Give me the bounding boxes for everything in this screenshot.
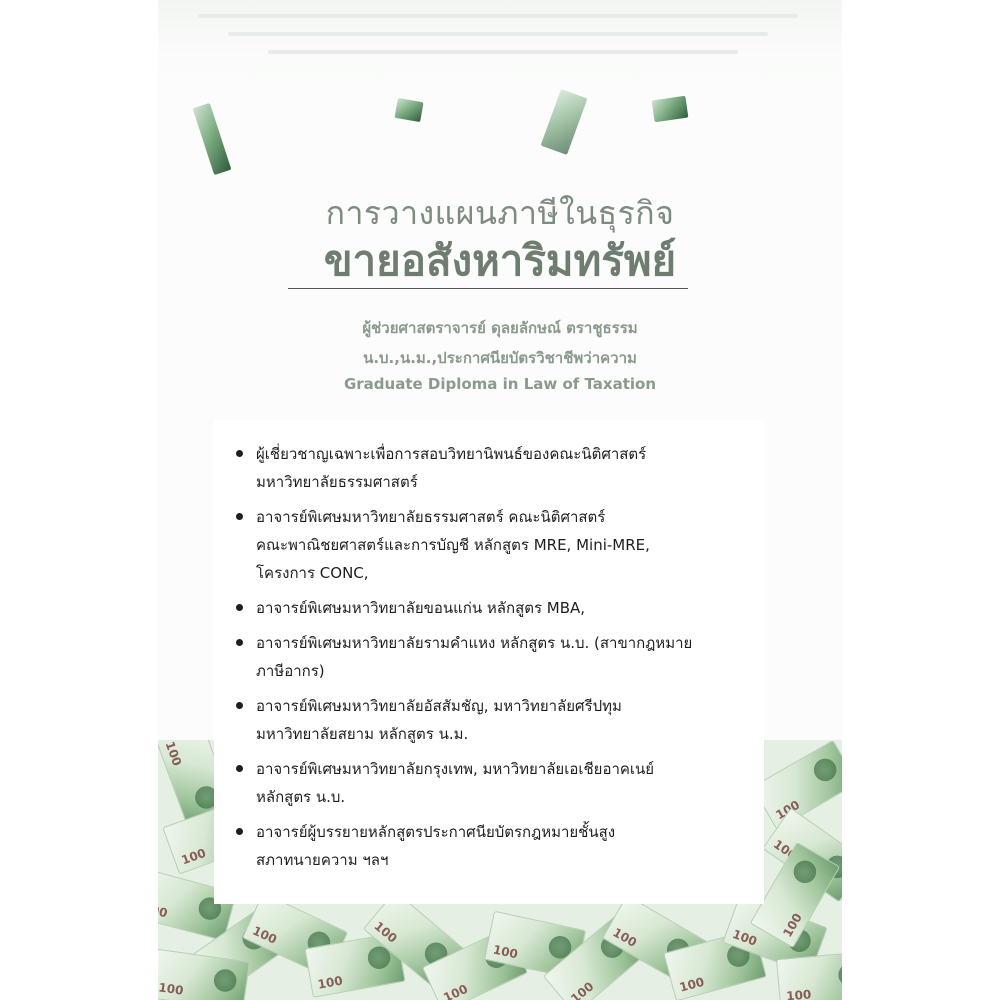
bullet-icon xyxy=(236,828,243,835)
list-item xyxy=(234,692,754,748)
list-item-text: อาจารย์พิเศษมหาวิทยาลัยธรรมศาสตร์ คณะนิติศาสตร์ xyxy=(256,508,606,526)
credentials-list xyxy=(234,440,754,881)
list-item-text: สภาทนายความ ฯลฯ xyxy=(256,851,389,869)
list-item xyxy=(234,594,754,622)
bullet-icon xyxy=(236,450,243,457)
list-item-text: หลักสูตร น.บ. xyxy=(256,788,346,806)
falling-banknote xyxy=(652,96,689,123)
list-item-text: มหาวิทยาลัยสยาม หลักสูตร น.ม. xyxy=(256,725,469,743)
bullet-icon xyxy=(236,513,243,520)
list-item-text: อาจารย์พิเศษมหาวิทยาลัยกรุงเทพ, มหาวิทยาลัยเอเชียอาคเนย์ xyxy=(256,760,655,778)
falling-banknote xyxy=(193,103,232,175)
list-item-text: อาจารย์พิเศษมหาวิทยาลัยอัสสัมชัญ, มหาวิทยาลัยศรีปทุม xyxy=(256,697,622,715)
bullet-icon xyxy=(236,765,243,772)
banknote-background-top xyxy=(158,0,842,90)
bullet-icon xyxy=(236,702,243,709)
title-divider xyxy=(288,288,688,289)
falling-banknote xyxy=(394,98,423,122)
list-item-text: อาจารย์ผู้บรรยายหลักสูตรประกาศนียบัตรกฎหมายชั้นสูง xyxy=(256,823,616,841)
list-item-text: อาจารย์พิเศษมหาวิทยาลัยขอนแก่น หลักสูตร MBA, xyxy=(256,599,586,617)
bullet-icon xyxy=(236,604,243,611)
list-item xyxy=(234,818,754,874)
list-item-text: ภาษีอากร) xyxy=(256,662,325,680)
book-title-line2: ขายอสังหาริมทรัพย์ xyxy=(323,236,677,285)
list-item xyxy=(234,503,754,587)
list-item-text: คณะพาณิชยศาสตร์และการบัญชี หลักสูตร MRE, Mini-MRE, xyxy=(256,536,650,554)
author-diploma: Graduate Diploma in Law of Taxation xyxy=(343,375,657,393)
bullet-icon xyxy=(236,639,243,646)
falling-banknote xyxy=(541,89,588,155)
author-name: ผู้ช่วยศาสตราจารย์ ดุลยลักษณ์ ตราชูธรรม xyxy=(362,319,638,337)
list-item-text: อาจารย์พิเศษมหาวิทยาลัยรามคำแหง หลักสูตร น.บ. (สาขากฎหมาย xyxy=(256,634,693,652)
list-item-text: ผู้เชี่ยวชาญเฉพาะเพื่อการสอบวิทยานิพนธ์ของคณะนิติศาสตร์ xyxy=(256,445,647,463)
list-item-text: มหาวิทยาลัยธรรมศาสตร์ xyxy=(256,473,418,491)
list-item xyxy=(234,629,754,685)
author-degrees: น.บ.,น.ม.,ประกาศนียบัตรวิชาชีพว่าความ xyxy=(363,349,637,367)
list-item xyxy=(234,755,754,811)
list-item-text: โครงการ CONC, xyxy=(256,564,369,582)
list-item xyxy=(234,440,754,496)
book-title-line1: การวางแผนภาษีในธุรกิจ xyxy=(325,194,675,232)
